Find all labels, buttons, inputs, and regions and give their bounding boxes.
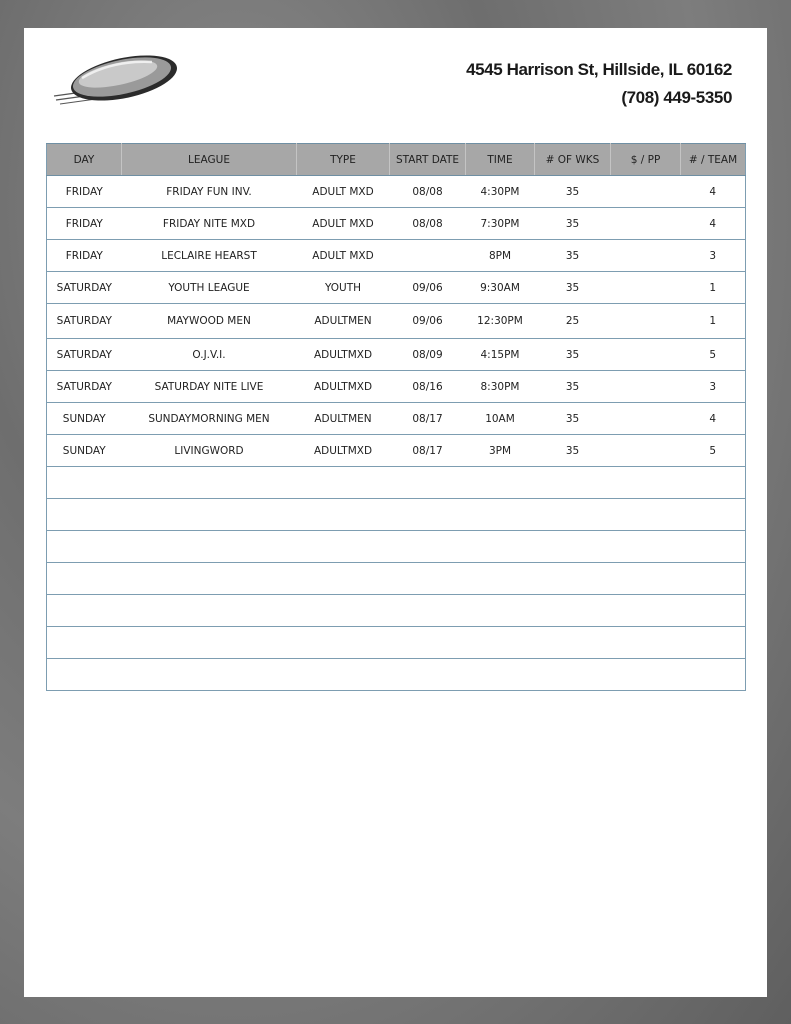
table-row: [47, 272, 746, 304]
empty-row-cell: [47, 499, 746, 531]
cell-league: SATURDAY NITE LIVE: [122, 371, 297, 403]
table-row: [47, 339, 746, 371]
cell-price-per-person: [611, 403, 681, 435]
cell-weeks: 35: [535, 176, 611, 208]
cell-per-team: 4: [681, 403, 746, 435]
cell-day: SATURDAY: [47, 371, 122, 403]
cell-league: O.J.V.I.: [122, 339, 297, 371]
cell-price-per-person: [611, 240, 681, 272]
cell-start-date: [390, 240, 466, 272]
cell-day: SUNDAY: [47, 435, 122, 467]
cell-start-date: 08/08: [390, 176, 466, 208]
cell-per-team: 1: [681, 272, 746, 304]
table-row: [47, 371, 746, 403]
table-header-row: [47, 144, 746, 176]
empty-row: [47, 563, 746, 595]
cell-start-date: 08/08: [390, 208, 466, 240]
empty-row-cell: [47, 595, 746, 627]
empty-row-cell: [47, 467, 746, 499]
cell-type: ADULT MXD: [297, 240, 390, 272]
cell-per-team: 4: [681, 208, 746, 240]
empty-row: [47, 595, 746, 627]
cell-price-per-person: [611, 208, 681, 240]
phone-number: (708) 449-5350: [621, 88, 732, 107]
cell-weeks: 25: [535, 304, 611, 339]
street-address: 4545 Harrison St, Hillside, IL 60162: [466, 60, 732, 79]
cell-start-date: 09/06: [390, 272, 466, 304]
empty-row: [47, 467, 746, 499]
cell-day: SUNDAY: [47, 403, 122, 435]
column-header-time: TIME: [466, 144, 535, 176]
cell-time: 9:30AM: [466, 272, 535, 304]
cell-per-team: 5: [681, 339, 746, 371]
cell-league: FRIDAY FUN INV.: [122, 176, 297, 208]
cell-day: FRIDAY: [47, 240, 122, 272]
cell-price-per-person: [611, 435, 681, 467]
cell-league: YOUTH LEAGUE: [122, 272, 297, 304]
cell-weeks: 35: [535, 403, 611, 435]
column-header-per-team: # / TEAM: [681, 144, 746, 176]
cell-per-team: 4: [681, 176, 746, 208]
column-header-start-date: START DATE: [390, 144, 466, 176]
table-row: [47, 176, 746, 208]
cell-time: 7:30PM: [466, 208, 535, 240]
cell-day: SATURDAY: [47, 272, 122, 304]
cell-time: 8:30PM: [466, 371, 535, 403]
league-schedule-table: [46, 143, 746, 691]
cell-type: ADULTMEN: [297, 403, 390, 435]
column-header-price-per-person: $ / PP: [611, 144, 681, 176]
empty-row-cell: [47, 659, 746, 691]
cell-time: 8PM: [466, 240, 535, 272]
schedule-sheet: [24, 28, 767, 997]
cell-start-date: 08/17: [390, 435, 466, 467]
cell-price-per-person: [611, 339, 681, 371]
cell-type: ADULTMEN: [297, 304, 390, 339]
empty-row: [47, 659, 746, 691]
cell-league: FRIDAY NITE MXD: [122, 208, 297, 240]
cell-start-date: 08/09: [390, 339, 466, 371]
cell-per-team: 5: [681, 435, 746, 467]
cell-weeks: 35: [535, 339, 611, 371]
cell-weeks: 35: [535, 208, 611, 240]
cell-day: FRIDAY: [47, 208, 122, 240]
cell-start-date: 08/17: [390, 403, 466, 435]
cell-price-per-person: [611, 304, 681, 339]
cell-price-per-person: [611, 272, 681, 304]
empty-row: [47, 531, 746, 563]
cell-type: ADULT MXD: [297, 176, 390, 208]
cell-type: ADULTMXD: [297, 339, 390, 371]
cell-type: ADULTMXD: [297, 435, 390, 467]
cell-league: SUNDAYMORNING MEN: [122, 403, 297, 435]
empty-row: [47, 499, 746, 531]
column-header-weeks: # OF WKS: [535, 144, 611, 176]
table-row: [47, 240, 746, 272]
hillside-bowl-logo: [52, 52, 180, 110]
empty-row-cell: [47, 627, 746, 659]
cell-time: 10AM: [466, 403, 535, 435]
cell-start-date: 08/16: [390, 371, 466, 403]
cell-day: FRIDAY: [47, 176, 122, 208]
empty-row-cell: [47, 563, 746, 595]
cell-time: 12:30PM: [466, 304, 535, 339]
empty-row-cell: [47, 531, 746, 563]
cell-price-per-person: [611, 176, 681, 208]
cell-weeks: 35: [535, 435, 611, 467]
cell-league: LECLAIRE HEARST: [122, 240, 297, 272]
cell-time: 4:30PM: [466, 176, 535, 208]
cell-weeks: 35: [535, 240, 611, 272]
cell-time: 4:15PM: [466, 339, 535, 371]
bowling-center-contact: [466, 56, 732, 112]
column-header-league: LEAGUE: [122, 144, 297, 176]
cell-league: LIVINGWORD: [122, 435, 297, 467]
cell-per-team: 1: [681, 304, 746, 339]
table-row: [47, 403, 746, 435]
column-header-day: DAY: [47, 144, 122, 176]
cell-price-per-person: [611, 371, 681, 403]
cell-weeks: 35: [535, 272, 611, 304]
empty-row: [47, 627, 746, 659]
cell-type: ADULTMXD: [297, 371, 390, 403]
table-row: [47, 208, 746, 240]
cell-league: MAYWOOD MEN: [122, 304, 297, 339]
cell-day: SATURDAY: [47, 339, 122, 371]
cell-day: SATURDAY: [47, 304, 122, 339]
cell-weeks: 35: [535, 371, 611, 403]
cell-time: 3PM: [466, 435, 535, 467]
table-row: [47, 304, 746, 339]
cell-type: YOUTH: [297, 272, 390, 304]
cell-per-team: 3: [681, 371, 746, 403]
cell-start-date: 09/06: [390, 304, 466, 339]
column-header-type: TYPE: [297, 144, 390, 176]
cell-per-team: 3: [681, 240, 746, 272]
table-row: [47, 435, 746, 467]
cell-type: ADULT MXD: [297, 208, 390, 240]
